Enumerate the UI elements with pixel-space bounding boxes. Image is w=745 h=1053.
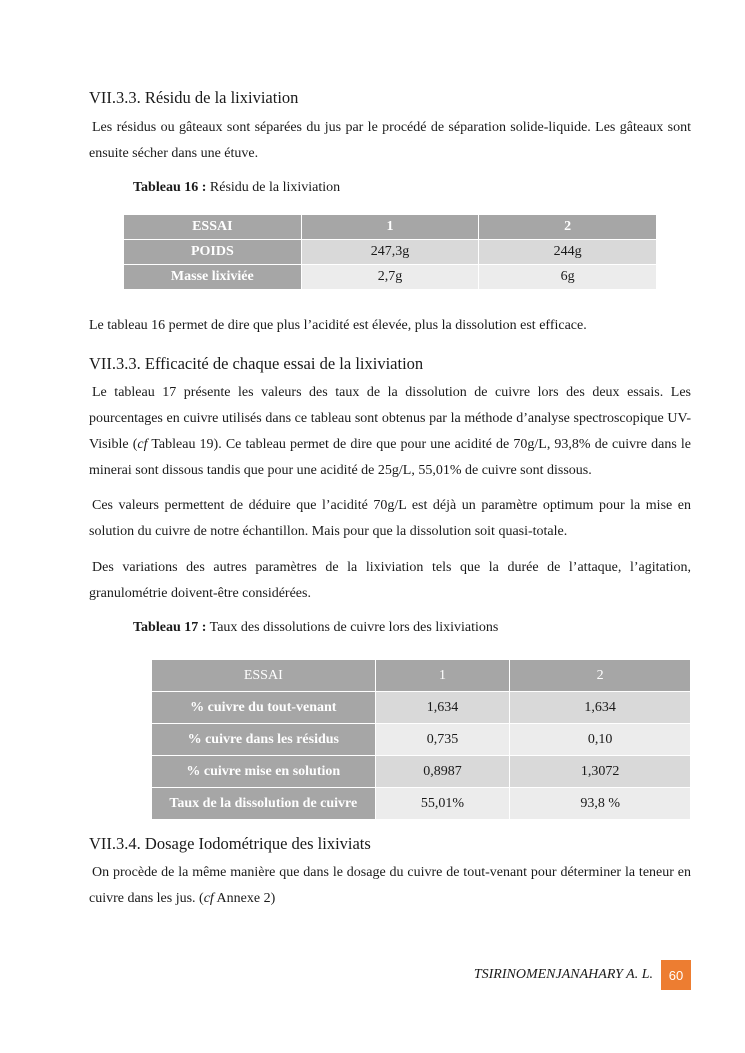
table16-header-cell: 2 <box>479 215 657 240</box>
table16-header-cell: 1 <box>301 215 479 240</box>
table-row <box>152 724 691 756</box>
table17-header-row <box>152 660 691 692</box>
table17-row-label: Taux de la dissolution de cuivre <box>152 788 376 820</box>
paragraph-variations: Des variations des autres paramètres de la lixiviation tels que la durée de l’attaque, l’agitation, granulométrie doivent-être considérées. <box>89 560 691 601</box>
paragraph-dosage <box>89 860 691 912</box>
table17-header-cell: 1 <box>375 660 510 692</box>
table17-cell: 1,3072 <box>510 756 691 788</box>
paragraph-text: Annexe 2) <box>213 891 276 906</box>
table17-cell: 0,735 <box>375 724 510 756</box>
table16-row-label: Masse lixiviée <box>124 265 302 290</box>
table17-row-label: % cuivre du tout-venant <box>152 692 376 724</box>
table16-caption-text: Résidu de la lixiviation <box>206 180 341 195</box>
table16-header-row <box>124 215 657 240</box>
table17-cell: 1,634 <box>510 692 691 724</box>
table16-cell: 2,7g <box>301 265 479 290</box>
table-row <box>152 756 691 788</box>
table16-row-label: POIDS <box>124 240 302 265</box>
table-row <box>152 788 691 820</box>
table17-cell: 1,634 <box>375 692 510 724</box>
table17-caption-label: Tableau 17 : <box>133 620 207 635</box>
table17-row-label: % cuivre dans les résidus <box>152 724 376 756</box>
paragraph-text: Tableau 19). Ce tableau permet de dire que pour une acidité de 70g/L, 93,8% de cuivre dans le minerai sont dissous tandis que pour une acidité de 25g/L, 55,01% de cuivre sont dissous. <box>89 437 691 478</box>
table17-cell: 0,10 <box>510 724 691 756</box>
table-row <box>152 692 691 724</box>
paragraph-residus: Les résidus ou gâteaux sont séparées du jus par le procédé de séparation solide-liquide. Les gâteaux sont ensuite sécher dans une étuve. <box>89 120 691 161</box>
section-title-efficacite: VII.3.3. Efficacité de chaque essai de la lixiviation <box>89 354 424 373</box>
table16-cell: 6g <box>479 265 657 290</box>
paragraph-acidite-optimum: Ces valeurs permettent de déduire que l’acidité 70g/L est déjà un paramètre optimum pour la mise en solution du cuivre de notre échantillon. Mais pour que la dissolution soit quasi-totale. <box>89 498 691 539</box>
paragraph-table16-conclusion: Le tableau 16 permet de dire que plus l’acidité est élevée, plus la dissolution est efficace. <box>89 318 587 333</box>
table16-header-cell: ESSAI <box>124 215 302 240</box>
table17-cell: 0,8987 <box>375 756 510 788</box>
table16-cell: 244g <box>479 240 657 265</box>
table17-caption-text: Taux des dissolutions de cuivre lors des lixiviations <box>206 620 499 635</box>
table16-caption <box>133 180 340 196</box>
paragraph-table17-intro <box>89 380 691 484</box>
table17-cell: 93,8 % <box>510 788 691 820</box>
table17-header-cell: ESSAI <box>152 660 376 692</box>
section-title-dosage: VII.3.4. Dosage Iodométrique des lixiviats <box>89 834 371 853</box>
table17 <box>151 659 691 820</box>
page-number-badge: 60 <box>661 960 691 990</box>
paragraph-text: On procède de la même manière que dans le dosage du cuivre de tout-venant pour déterminer la teneur en cuivre dans les jus. ( <box>89 865 691 906</box>
table16-caption-label: Tableau 16 : <box>133 180 207 195</box>
paragraph-text: Le tableau 17 présente les valeurs des taux de la dissolution de cuivre lors des deux essais. Les pourcentages en cuivre utilisés dans ce tableau sont obtenus par la méthode d’analyse spectroscopique UV-Visible ( <box>89 385 691 452</box>
table17-cell: 55,01% <box>375 788 510 820</box>
table17-header-cell: 2 <box>510 660 691 692</box>
section-title-residu: VII.3.3. Résidu de la lixiviation <box>89 88 299 107</box>
table-row <box>124 240 657 265</box>
table16 <box>123 214 657 290</box>
table16-cell: 247,3g <box>301 240 479 265</box>
table17-caption <box>133 620 498 636</box>
table17-row-label: % cuivre mise en solution <box>152 756 376 788</box>
cf-italic: cf <box>203 891 214 906</box>
table-row <box>124 265 657 290</box>
cf-italic: cf <box>137 437 148 452</box>
footer-author: TSIRINOMENJANAHARY A. L. <box>473 967 653 982</box>
